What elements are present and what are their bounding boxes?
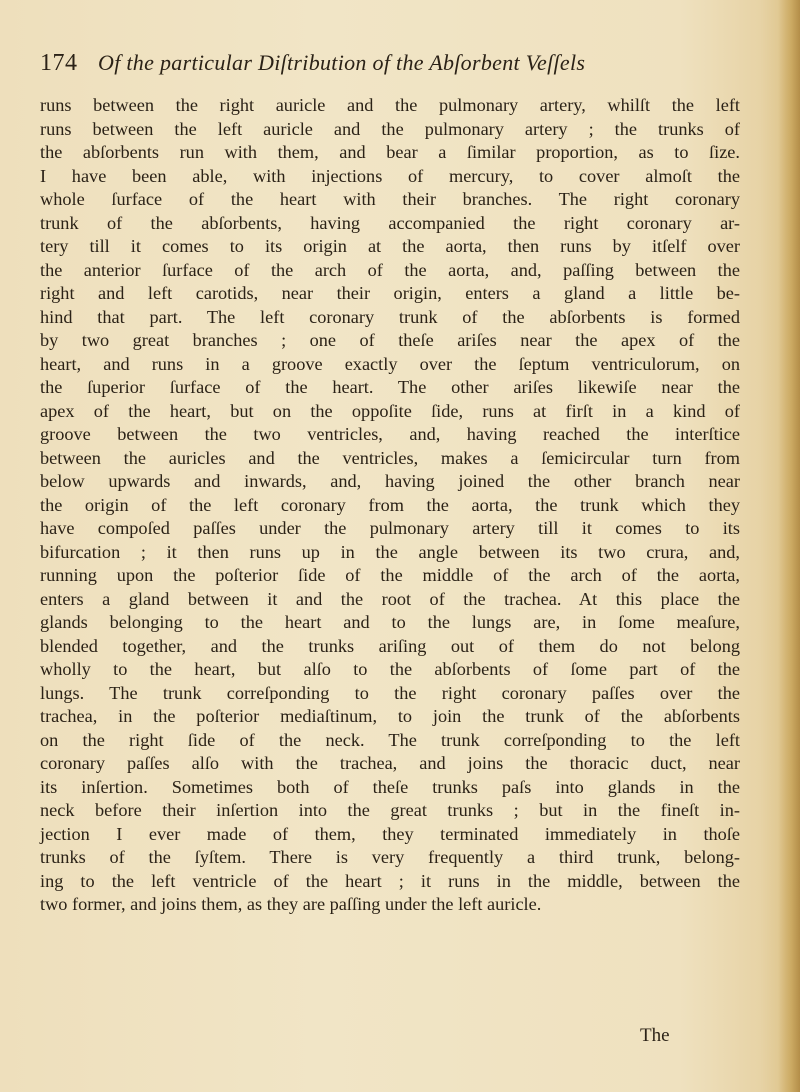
text-line: trachea, in the poſterior mediaſtinum, to join the trunk of the abſorbents bbox=[40, 706, 740, 726]
page-edge-shadow bbox=[778, 0, 800, 1092]
text-line: wholly to the heart, but alſo to the abſorbents of ſome part of the bbox=[40, 659, 740, 679]
text-line: the abſorbents run with them, and bear a ſimilar proportion, as to ſize. bbox=[40, 142, 740, 162]
text-line: the origin of the left coronary from the aorta, the trunk which they bbox=[40, 494, 740, 515]
text-line: whole ſurface of the heart with their branches. The right coronary bbox=[40, 189, 740, 209]
text-line: runs between the left auricle and the pulmonary artery ; the trunks of bbox=[40, 118, 740, 139]
text-line: groove between the two ventricles, and, having reached the interſtice bbox=[40, 424, 740, 444]
text-line: coronary paſſes alſo with the trachea, and joins the thoracic duct, near bbox=[40, 753, 740, 773]
text-line: the anterior ſurface of the arch of the aorta, and, paſſing between the bbox=[40, 259, 740, 280]
running-title: Of the particular Diſtribution of the Abſorbent Veſſels bbox=[98, 50, 586, 75]
text-line: below upwards and inwards, and, having joined the other branch near bbox=[40, 471, 740, 491]
text-line: two former, and joins them, as they are paſſing under the left auricle. bbox=[40, 894, 542, 914]
text-line: hind that part. The left coronary trunk of the abſorbents is formed bbox=[40, 306, 740, 327]
text-line: ing to the left ventricle of the heart ; it runs in the middle, between the bbox=[40, 870, 740, 891]
text-line: running upon the poſterior ſide of the middle of the arch of the aorta, bbox=[40, 565, 740, 585]
text-line: its inſertion. Sometimes both of theſe trunks paſs into glands in the bbox=[40, 776, 740, 797]
page-header bbox=[40, 46, 740, 86]
text-line: enters a gland between it and the root of the trachea. At this place the bbox=[40, 588, 740, 609]
text-line: between the auricles and the ventricles, makes a ſemicircular turn from bbox=[40, 447, 740, 468]
text-line: runs between the right auricle and the pulmonary artery, whilſt the left bbox=[40, 95, 740, 115]
page-number: 174 bbox=[40, 50, 78, 76]
text-line: trunks of the ſyſtem. There is very frequently a third trunk, belong- bbox=[40, 847, 740, 867]
text-line: glands belonging to the heart and to the lungs are, in ſome meaſure, bbox=[40, 612, 740, 632]
body-text bbox=[40, 94, 740, 917]
text-line: right and left carotids, near their origin, enters a gland a little be- bbox=[40, 283, 740, 303]
text-line: jection I ever made of them, they terminated immediately in thoſe bbox=[40, 823, 740, 844]
text-line: bifurcation ; it then runs up in the angle between its two crura, and, bbox=[40, 541, 740, 562]
text-line: blended together, and the trunks ariſing out of them do not belong bbox=[40, 635, 740, 656]
text-line: lungs. The trunk correſponding to the right coronary paſſes over the bbox=[40, 682, 740, 703]
text-line: have compoſed paſſes under the pulmonary artery till it comes to its bbox=[40, 518, 740, 538]
text-line: the ſuperior ſurface of the heart. The other ariſes likewiſe near the bbox=[40, 377, 740, 397]
text-line: by two great branches ; one of theſe ariſes near the apex of the bbox=[40, 330, 740, 350]
text-line: on the right ſide of the neck. The trunk correſponding to the left bbox=[40, 729, 740, 750]
text-line: trunk of the abſorbents, having accompanied the right coronary ar- bbox=[40, 212, 740, 233]
text-line: neck before their inſertion into the great trunks ; but in the fineſt in- bbox=[40, 800, 740, 820]
catchword: The bbox=[640, 1025, 670, 1046]
text-line: tery till it comes to its origin at the aorta, then runs by itſelf over bbox=[40, 236, 740, 256]
text-line: apex of the heart, but on the oppoſite ſide, runs at firſt in a kind of bbox=[40, 400, 740, 421]
text-line: I have been able, with injections of mercury, to cover almoſt the bbox=[40, 165, 740, 186]
text-line: heart, and runs in a groove exactly over the ſeptum ventriculorum, on bbox=[40, 353, 740, 374]
